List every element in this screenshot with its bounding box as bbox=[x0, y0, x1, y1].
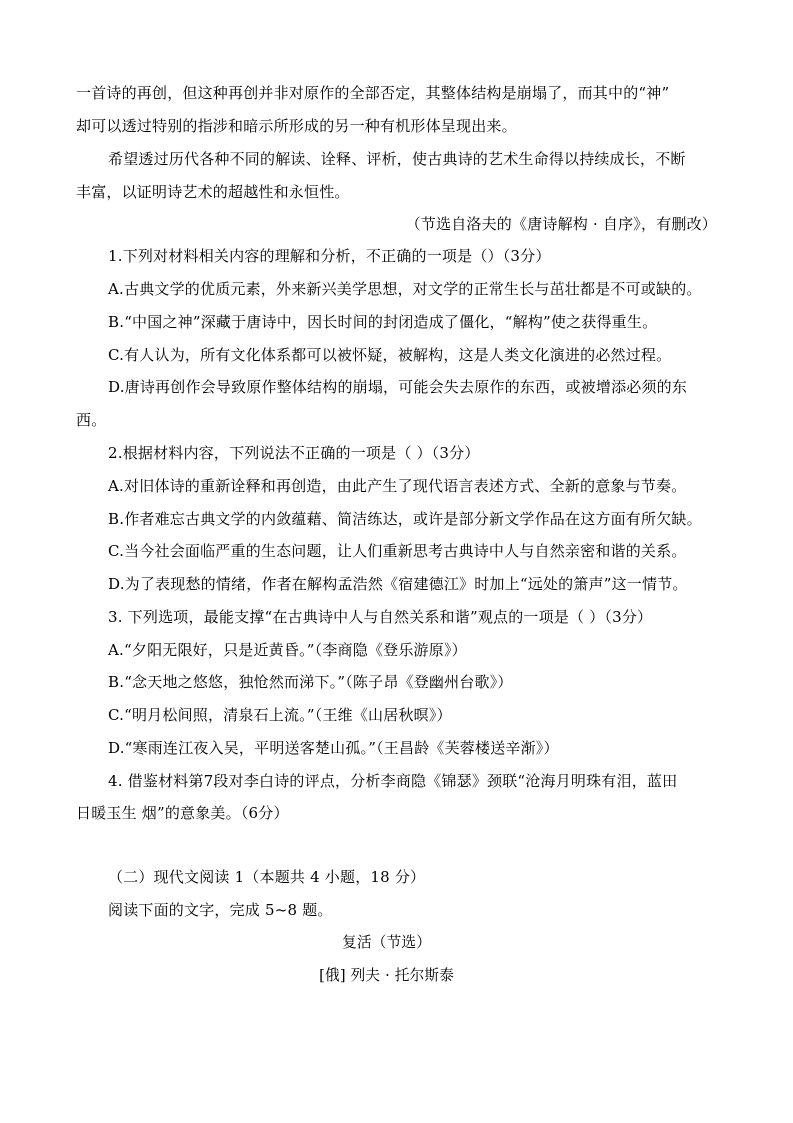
option-1d: D.唐诗再创作会导致原作整体结构的崩塌，可能会失去原作的东西，或被增添必须的东 bbox=[108, 378, 688, 396]
option-1b: B.“中国之神”深藏于唐诗中，因长时间的封闭造成了僵化，“解构”使之获得重生。 bbox=[108, 313, 658, 331]
source-citation: （节选自洛夫的《唐诗解构 · 自序》，有删改） bbox=[405, 215, 717, 233]
option-1a: A.古典文学的优质元素，外来新兴美学思想，对文学的正常生长与茁壮都是不可或缺的。 bbox=[108, 280, 702, 298]
paragraph-line: 丰富，以证明诗艺术的超越性和永恒性。 bbox=[76, 183, 350, 201]
option-2b: B.作者难忘古典文学的内敛蕴藉、简洁练达，或许是部分新文学作品在这方面有所欠缺。 bbox=[108, 510, 702, 528]
passage-author: [俄] 列夫 · 托尔斯泰 bbox=[319, 966, 455, 984]
option-3c: C.“明月松间照，清泉石上流。”（王维《山居秋暝》） bbox=[108, 706, 452, 724]
option-2d: D.为了表现愁的情绪，作者在解构孟浩然《宿建德江》时加上“远处的箫声”这一情节。 bbox=[108, 575, 688, 593]
passage-title: 复活（节选） bbox=[342, 933, 432, 951]
question-1: 1.下列对材料相关内容的理解和分析，不正确的一项是（）（3分） bbox=[108, 247, 551, 265]
instruction-line: 阅读下面的文字，完成 5~8 题。 bbox=[108, 901, 333, 919]
option-2a: A.对旧体诗的重新诠释和再创造，由此产生了现代语言表述方式、全新的意象与节奏。 bbox=[108, 477, 687, 495]
option-2c: C.当今社会面临严重的生态问题，让人们重新思考古典诗中人与自然亲密和谐的关系。 bbox=[108, 542, 687, 560]
section-heading: （二）现代文阅读 1（本题共 4 小题，18 分） bbox=[108, 868, 426, 886]
question-4: 4. 借鉴材料第7段对李白诗的评点，分析李商隐《锦瑟》颈联“沧海月明珠有泪，蓝田 bbox=[108, 772, 678, 790]
question-2: 2.根据材料内容，下列说法不正确的一项是（ ）（3分） bbox=[108, 444, 480, 462]
option-1d-cont: 西。 bbox=[76, 411, 107, 429]
option-3b: B.“念天地之悠悠，独怆然而涕下。”（陈子昂《登幽州台歌》） bbox=[108, 673, 513, 691]
paragraph-line: 一首诗的再创，但这种再创并非对原作的全部否定，其整体结构是崩塌了，而其中的“神” bbox=[76, 84, 670, 102]
paragraph-line: 却可以透过特别的指涉和暗示所形成的另一种有机形体呈现出来。 bbox=[76, 117, 517, 135]
option-3a: A.“夕阳无限好，只是近黄昏。”（李商隐《登乐游原》） bbox=[108, 641, 467, 659]
question-4-cont: 日暖玉生 烟”的意象美。（6分） bbox=[76, 804, 289, 822]
option-1c: C.有人认为，所有文化体系都可以被怀疑，被解构，这是人类文化演进的必然过程。 bbox=[108, 346, 672, 364]
option-3d: D.“寒雨连江夜入吴，平明送客楚山孤。”（王昌龄《芙蓉楼送辛渐》） bbox=[108, 739, 559, 757]
paragraph-line: 希望透过历代各种不同的解读、诠释、评析，使古典诗的艺术生命得以持续成长，不断 bbox=[108, 150, 686, 168]
question-3: 3. 下列选项，最能支撑“在古典诗中人与自然关系和谐”观点的一项是（ ）（3分） bbox=[108, 608, 653, 626]
